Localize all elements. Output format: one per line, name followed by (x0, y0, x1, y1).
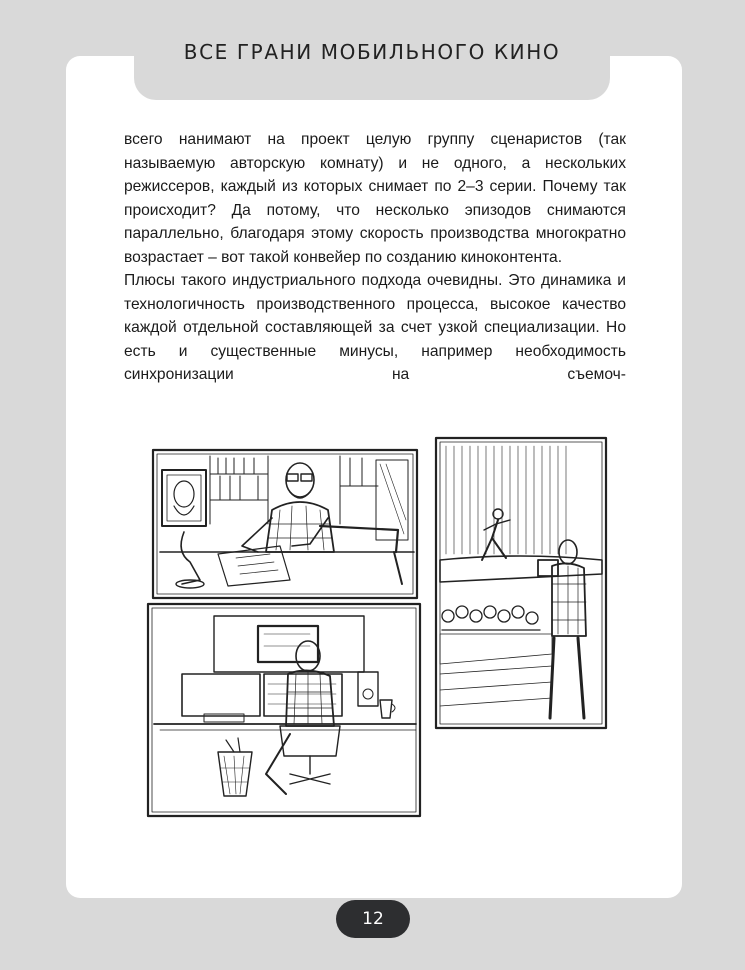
page-number: 12 (362, 909, 384, 929)
paragraph-1: всего нанимают на проект целую группу сценаристов (так называемую авторскую комнату) и не одного, а нескольких режиссеров, каждый из которых снимает по 2–3 серии. Почему так происходит? Да потому, что несколько эпизодов снимаются параллельно, благодаря этому скорость производства многократно возрастает – вот такой конвейер по созданию киноконтента. (124, 131, 626, 266)
panel-writer-at-desk (153, 450, 417, 598)
panel-editor-at-computer (148, 604, 420, 816)
panel-director-on-stage (436, 438, 606, 728)
sketch-illustration (140, 434, 616, 824)
page-header-title: ВСЕ ГРАНИ МОБИЛЬНОГО КИНО (183, 40, 561, 64)
body-text (124, 128, 626, 387)
paragraph-2: Плюсы такого индустриального подхода очевидны. Это динамика и технологичность производственного процесса, высокое качество каждой отдельной составляющей за счет узкой специализации. Но есть и существенные минусы, например необходимость синхронизации на съемоч- (124, 272, 626, 383)
